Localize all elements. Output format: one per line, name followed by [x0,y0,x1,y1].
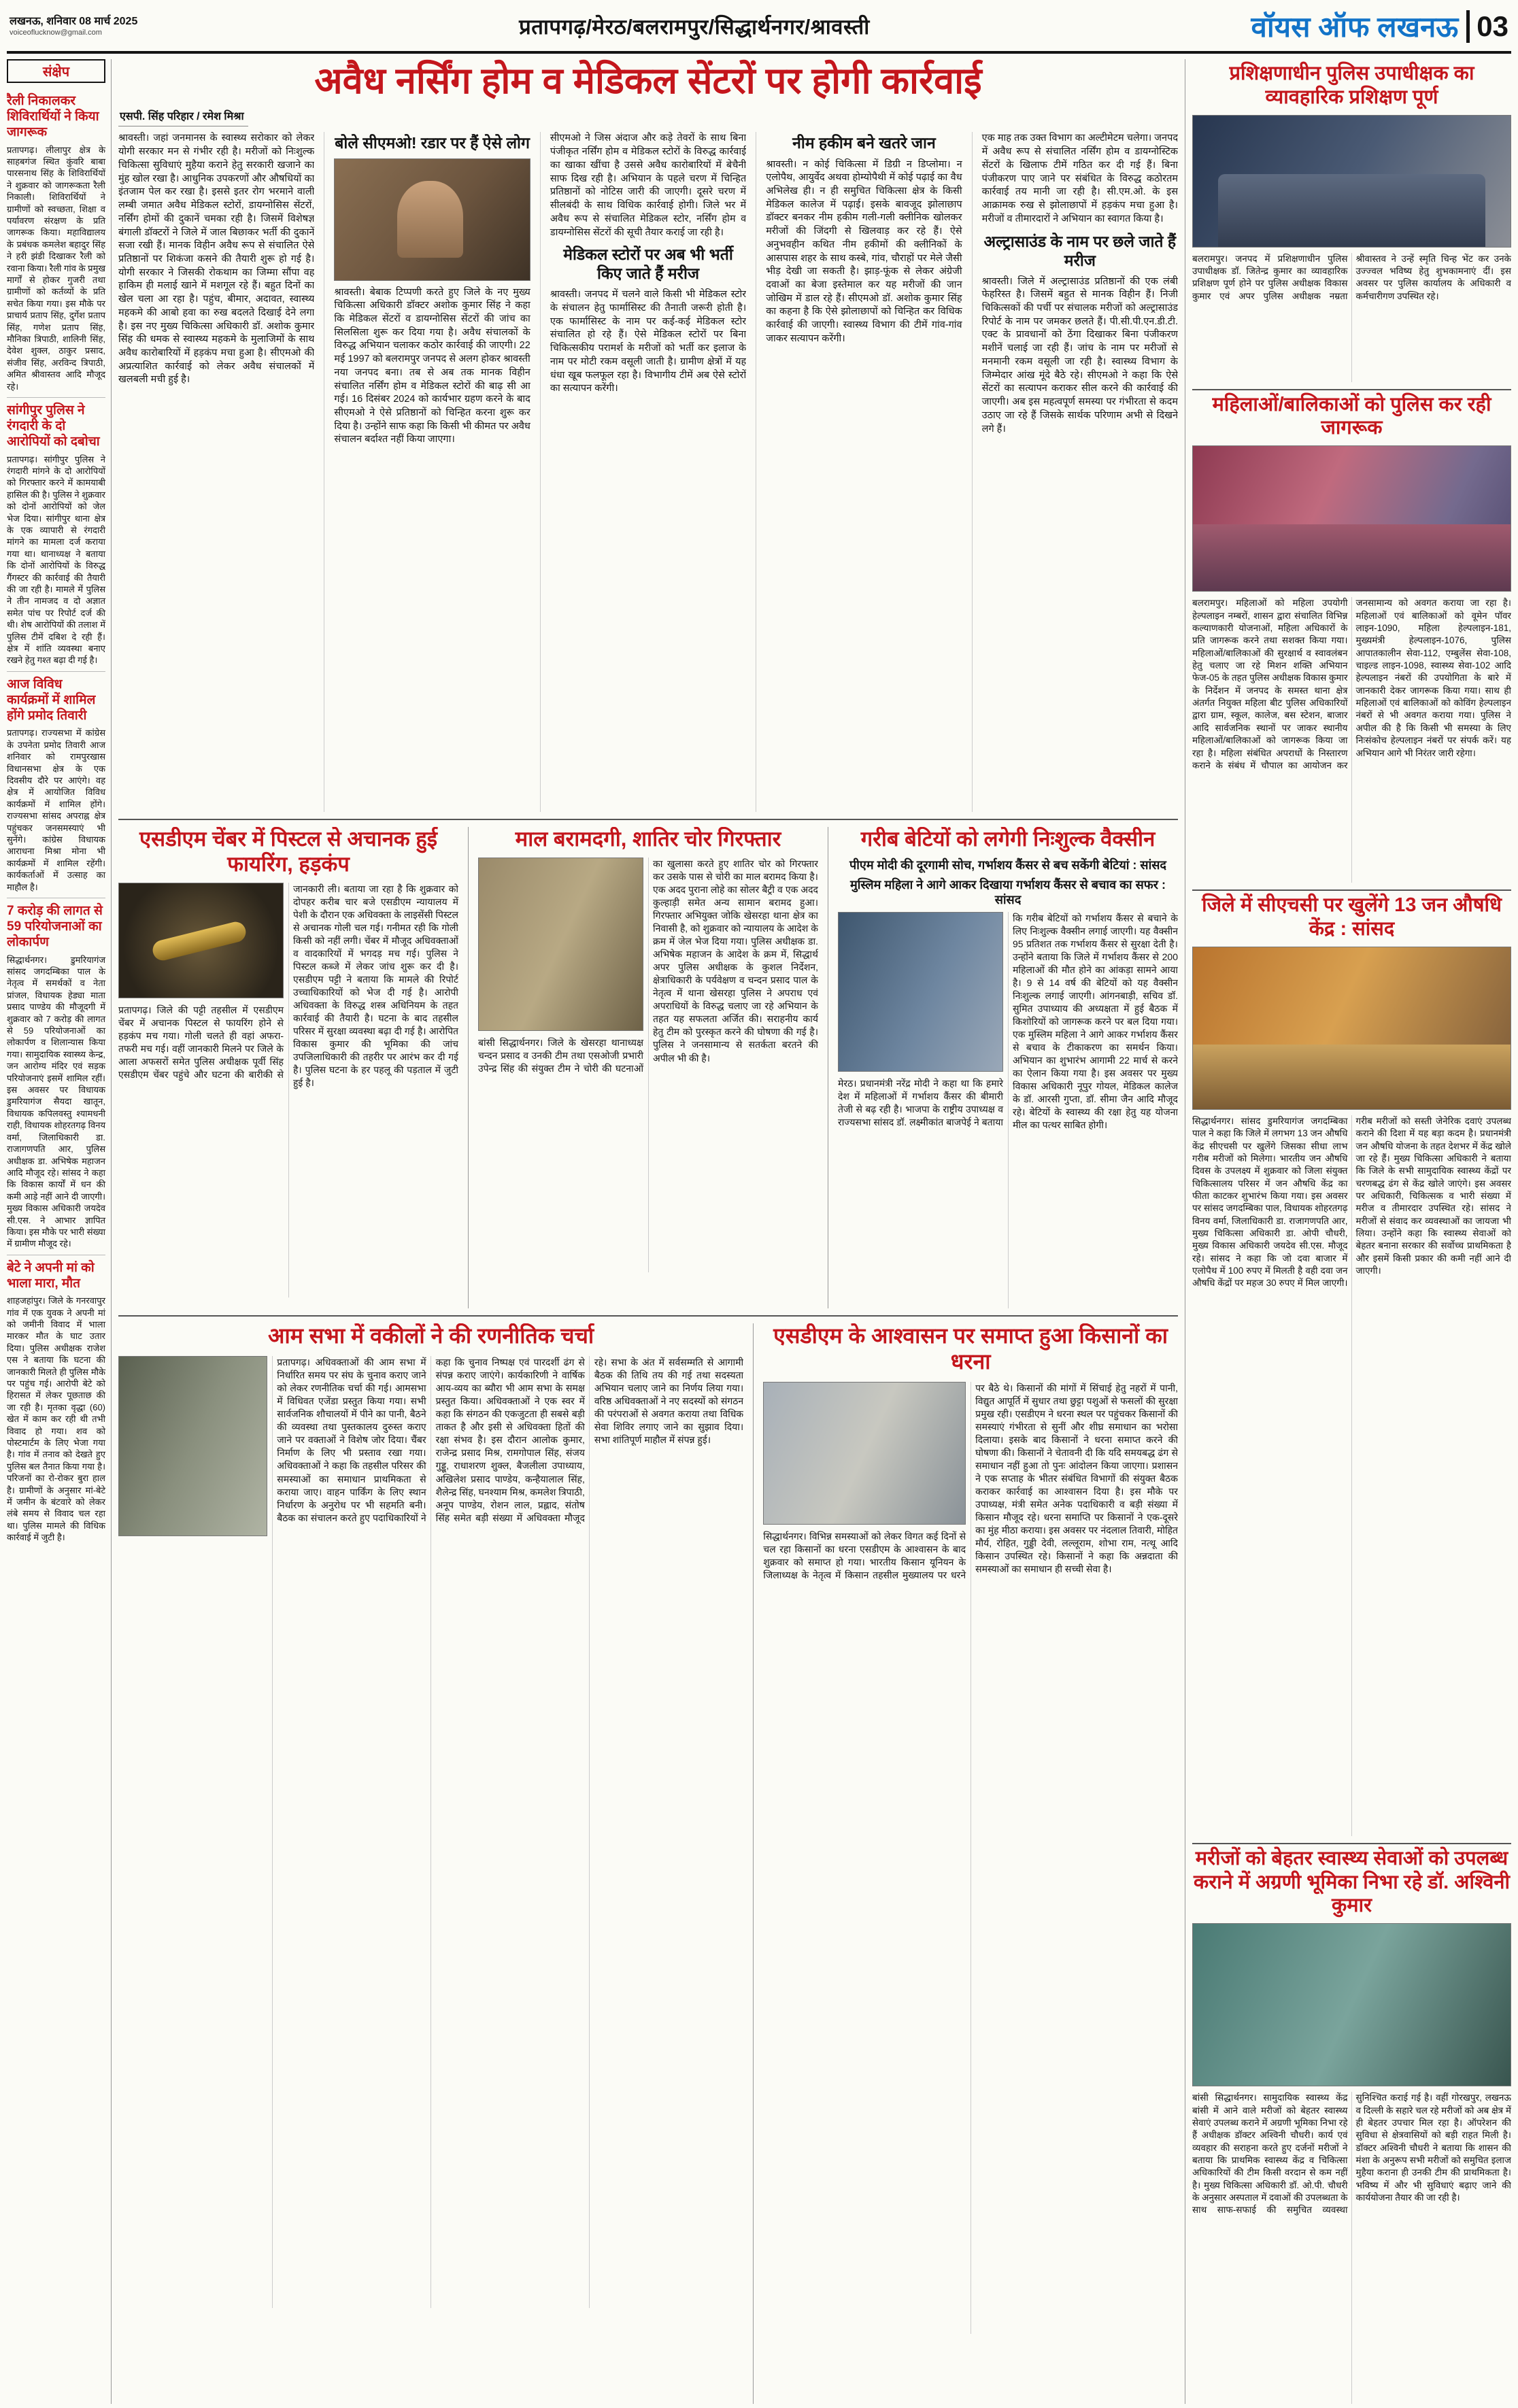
dateline: लखनऊ, शनिवार 08 मार्च 2025 [10,16,138,28]
vaccine-meeting-photo [838,912,1003,1072]
women-group-photo [1192,445,1511,592]
main-column [118,59,1178,2404]
lead-columns [118,132,1178,812]
sdm-firing-columns [118,883,458,1298]
quacks-body-text-2: एक माह तक उक्त विभाग का अल्टीमेटम चलेगा। जनपद में अवैध रूप से संचालित नर्सिंग होम व डायग्नोस्टिक सेंटरों के खिलाफ टीमें गठित कर दी गई हैं। बिना पंजीकरण पाए जाने पर संबंधित के विरुद्ध कठोरतम कार्रवाई तय मानी जा रही है। सी.एम.ओ. के इस आक्रामक रुख से झोलाछापों में हड़कंप मचा हुआ है। मरीजों व तीमारदारों ने अभियान का स्वागत किया है। [981,133,1178,224]
masthead-dateline-block [10,15,137,37]
dharna-body-text: सिद्धार्थनगर। विभिन्न समस्याओं को लेकर विगत कई दिनों से चल रहा किसानों का धरना एसडीएम के आश्वासन के बाद शुक्रवार को समाप्त हो गया। भारतीय किसान यूनियन के जिलाध्यक्ष के नेतृत्व में किसान तहसील मुख्यालय पर धरने पर बैठे थे। किसानों की मांगों में सिंचाई हेतु नहरों में पानी, विद्युत आपूर्ति में सुधार तथा छुट्टा पशुओं से फसलों की सुरक्षा प्रमुख रही। एसडीएम ने धरना स्थल पर पहुंचकर किसानों की समस्याएं गंभीरता से सुनीं और शीघ्र समाधान का भरोसा दिलाया। इसके बाद किसानों ने धरना समाप्त करने की घोषणा की। किसानों ने चेतावनी दी कि यदि समयबद्ध ढंग से समाधान नहीं हुआ तो पुनः आंदोलन किया जाएगा। प्रशासन ने एक सप्ताह के भीतर संबंधित विभागों की संयुक्त बैठक कराकर कार्रवाई का आश्वासन दिया है। इस मौके पर उपाध्यक्ष, मंत्री समेत अनेक पदाधिकारी व बड़ी संख्या में किसान मौजूद रहे। धरना समाप्ति पर किसानों ने एक-दूसरे का मुंह मीठा कराया। इस अवसर पर नंदलाल तिवारी, मोहित मौर्य, रोहित, गुड्डी देवी, लल्लूराम, शोभा राम, नत्थू आदि किसान उपस्थित रहे। किसानों ने कहा कि अन्नदाता की समस्याओं का समाधान ही सच्ची सेवा है। [763,1382,1178,1581]
masthead [7,4,1511,54]
lead-column-2 [324,132,530,812]
police-officers-photo [1192,115,1511,248]
lead-byline: एसपी. सिंह परिहार / रमेश मिश्रा [118,108,248,126]
ultrasound-subheadline: अल्ट्रासाउंड के नाम पर छले जाते हैं मरीज [983,232,1177,269]
police-training-body-columns [1192,253,1511,382]
brief-item [7,398,105,672]
vaccine-columns [838,912,1178,1309]
vaccine-subheadline-1: पीएम मोदी की दूरगामी सोच, गर्भाशय कैंसर से बच सकेंगी बेटियां : सांसद [849,858,1166,872]
lawyers-body-text: प्रतापगढ़। अधिवक्ताओं की आम सभा में निर्धारित समय पर संघ के चुनाव कराए जाने को लेकर रणनीतिक चर्चा की गई। आमसभा में विधिवत एजेंडा प्रस्तुत किया गया। सभी सार्वजनिक शौचालयों में पीने का पानी, बैठने की व्यवस्था तथा पुस्तकालय दुरुस्त कराए जाने पर वक्ताओं ने विशेष जोर दिया। चैंबर निर्माण के लिए भी प्रस्ताव रखा गया। अधिवक्ताओं ने कहा कि तहसील परिसर की समस्याओं का समाधान प्राथमिकता से कराया जाए। वाहन पार्किंग के लिए स्थान निर्धारण के अनुरोध पर भी सहमति बनी। बैठक का संचालन करते हुए पदाधिकारियों ने कहा कि चुनाव निष्पक्ष एवं पारदर्शी ढंग से संपन्न कराए जाएंगे। कार्यकारिणी ने वार्षिक आय-व्यय का ब्यौरा भी आम सभा के समक्ष प्रस्तुत किया। अधिवक्ताओं ने एक स्वर में कहा कि संगठन की एकजुटता ही सबसे बड़ी ताकत है और इसी से अधिवक्ता हितों की रक्षा संभव है। इस दौरान आलोक कुमार, राजेन्द्र प्रसाद मिश्र, रामगोपाल सिंह, संजय गुड्डू, राधाशरण शुक्ल, बैजलीला उपाध्याय, अखिलेश प्रसाद पाण्डेय, कन्हैयालाल सिंह, शैलेन्द्र सिंह, घनश्याम मिश्र, कमलेश त्रिपाठी, अनूप पाण्डेय, रोशन लाल, प्रह्लाद, संतोष सिंह समेत बड़ी संख्या में अधिवक्ता मौजूद रहे। सभा के अंत में सर्वसम्मति से आगामी बैठक की तिथि तय की गई तथा सदस्यता अभियान चलाए जाने का निर्णय लिया गया। वरिष्ठ अधिवक्ताओं ने नए सदस्यों को संगठन की परंपराओं से अवगत कराया तथा विधिक सेवा शिविर लगाए जाने का सुझाव दिया। सभा शांतिपूर्ण माहौल में संपन्न हुई। [277,1357,744,1523]
brief-body: प्रतापगढ़। सांगीपुर पुलिस ने रंगदारी मांगने के दो आरोपियों को गिरफ्तार करने में कामयाबी हासिल की है। पुलिस ने शुक्रवार को दोनों आरोपियों को जेल भेज दिया। सांगीपुर थाना क्षेत्र के एक व्यापारी से रंगदारी मांगने का मामला दर्ज कराया गया था। थानाध्यक्ष ने बताया कि दोनों आरोपियों के विरुद्ध गैंगस्टर की कार्रवाई की तैयारी की जा रही है। मामले में पुलिस ने तीन नामजद व दो अज्ञात समेत पांच पर रिपोर्ट दर्ज की थी। शेष आरोपियों की तलाश में पुलिस टीमें दबिश दे रही हैं। क्षेत्र में शांति व्यवस्था बनाए रखने हेतु गश्त बढ़ा दी गई है। [7,454,105,666]
brief-headline: रैली निकालकर शिविरार्थियों ने किया जागरूक [7,94,99,140]
bullet-casing-photo [118,883,284,998]
vaccine-headline: गरीब बेटियों को लगेगी निःशुल्क वैक्सीन [860,827,1156,851]
quacks-body-text: श्रावस्ती। न कोई चिकित्सा में डिग्री न डिप्लोमा। न एलोपैथ, आयुर्वेद अथवा होम्योपैथी में कोई पढ़ाई का वैध अभिलेख ही। न ही समुचित चिकित्सा क्षेत्र के किसी मेडिकल कालेज में पढ़ाई। इसके बावजूद झोलाछाप डॉक्टर बनकर नीम हकीम गली-गली क्लीनिक खोलकर मरीजों की जिंदगी से खिलवाड़ कर रहे हैं। ऐसे अनुभवहीन कथित नीम हकीमों की क्लीनिकों के आसपास शहर के साथ कस्बे, गांव, चौराहों पर मेले जैसी भीड़ देखी जा सकती है। झाड़-फूंक से लेकर अंग्रेजी दवाओं का बेजा इस्तेमाल कर यह मरीजों की जान जोखिम में डाल रहे हैं। सीएमओ डॉ. अशोक कुमार सिंह का कहना है कि ऐसे झोलाछापों को चिन्हित कर विधिक कार्रवाई की जाएगी। स्वास्थ्य विभाग की टीमें गांव-गांव जाकर सत्यापन करेंगी। [766,158,962,344]
lawyers-headline: आम सभा में वकीलों ने की रणनीतिक चर्चा [268,1323,594,1349]
page-number: 03 [1466,10,1508,43]
paper-title: वॉयस ऑफ लखनऊ [1251,11,1459,43]
brief-headline: सांगीपुर पुलिस ने रंगदारी के दो आरोपियों को दबोचा [7,403,100,450]
lead-column-4 [756,132,962,812]
quacks-subheadline: नीम हकीम बने खतरे जान [792,134,936,152]
recovery-article [468,827,818,1308]
briefs-section-title: संक्षेप [7,59,105,83]
brief-headline: 7 करोड़ की लागत से 59 परियोजनाओं का लोकार्पण [7,904,103,950]
brief-item [7,88,105,398]
brief-body: प्रतापगढ़। लीलापुर क्षेत्र के साहबगंज स्थित कुंवरि बाबा पारसनाथ सिंह के शिविरार्थियों ने शुक्रवार को जागरूकता रैली निकाली। शिविरार्थियों ने ग्रामीणों को स्वच्छता, शिक्षा व पर्यावरण संरक्षण के प्रति जागरूक किया। महाविद्यालय के प्रबंधक कमलेश बहादुर सिंह ने हरी झंडी दिखाकर रैली को रवाना किया। रैली गांव के प्रमुख मार्गों से होकर गुजरी तथा ग्रामीणों को कर्तव्यों के प्रति सचेत किया गया। इस मौके पर प्राचार्य प्रताप सिंह, दुर्गेश प्रताप सिंह, गणेश प्रताप सिंह, मौनिका त्रिपाठी, शालिनी सिंह, देवेश शुक्ल, ठाकुर प्रसाद, संजीव सिंह, अरविन्द त्रिपाठी, अमित श्रीवास्तव आदि मौजूद रहे। [7,144,105,392]
jan-aushadhi-headline: जिले में सीएचसी पर खुलेंगे 13 जन औषधि केंद्र : सांसद [1202,894,1502,940]
brief-headline: बेटे ने अपनी मां को भाला मारा, मौत [7,1260,95,1291]
briefs-column [7,59,112,2404]
lawyers-columns [118,1356,743,2308]
brief-item [7,1255,105,1548]
doctor-body-columns [1192,2092,1511,2404]
doctor-article [1192,1844,1511,2404]
women-awareness-headline: महिलाओं/बालिकाओं को पुलिस कर रही जागरूक [1212,393,1491,439]
police-with-recovered-goods-photo [478,858,643,1031]
lead-article [118,59,1178,820]
jan-aushadhi-body-text: सिद्धार्थनगर। सांसद डुमरियागंज जगदम्बिका पाल ने कहा कि जिले में लगभग 13 जन औषधि केंद्र सीएचसी पर खुलेंगे जिसका सीधा लाभ गरीब मरीजों को मिलेगा। भारतीय जन औषधि दिवस के उपलक्ष्य में शुक्रवार को जिला संयुक्त चिकित्सालय परिसर में जन औषधि केंद्र का फीता काटकर शुभारंभ किया गया। इस अवसर पर सांसद जगदम्बिका पाल, विधायक शोहरतगढ़ विनय वर्मा, जिलाधिकारी डा. राजागणपति आर, मुख्य चिकित्सा अधिकारी डा. ओपी चौधरी, मुख्य विकास अधिकारी जयदेव सी.एस. मौजूद रहे। सांसद ने कहा कि जो दवा बाजार में एलोपैथ में 100 रुपए में मिलती है वही दवा जन औषधि केंद्रों पर महज 30 रुपए में मिल जाएगी। गरीब मरीजों को सस्ती जेनेरिक दवाएं उपलब्ध कराने की दिशा में यह बड़ा कदम है। प्रधानमंत्री जन औषधि योजना के तहत देशभर में केंद्र खोले जा रहे हैं। मुख्य चिकित्सा अधिकारी ने बताया कि जिले के सभी सामुदायिक स्वास्थ्य केंद्रों पर चरणबद्ध ढंग से केंद्र खोले जाएंगे। इस अवसर पर अधिकारी, चिकित्सक व भारी संख्या में मरीज व तीमारदार उपस्थित रहे। सांसद ने मरीजों से संवाद कर व्यवस्थाओं का जायजा भी लिया। उन्होंने कहा कि स्वास्थ्य सेवाओं को बेहतर बनाना सरकार की सर्वोच्च प्राथमिकता है और इसमें किसी प्रकार की कमी नहीं आने दी जाएगी। [1192,1115,1511,1289]
police-training-body-text: बलरामपुर। जनपद में प्रशिक्षणाधीन पुलिस उपाधीक्षक डॉ. जितेन्द्र कुमार का व्यावहारिक प्रशिक्षण पूर्ण होने पर पुलिस अधीक्षक विकास कुमार एवं अपर पुलिस अधीक्षक नम्रता श्रीवास्तव ने उन्हें स्मृति चिन्ह भेंट कर उनके उज्ज्वल भविष्य हेतु शुभकामनाएं दीं। इस अवसर पर पुलिस कार्यालय के अधिकारी व कर्मचारीगण उपस्थित रहे। [1192,253,1511,301]
ribbon-cutting-photo [1192,947,1511,1110]
brief-item [7,672,105,898]
sdm-firing-article [118,827,458,1308]
women-awareness-body-text: बलरामपुर। महिलाओं को महिला उपयोगी हेल्पलाइन नम्बरों, शासन द्वारा संचालित विभिन्न कल्याणकारी योजनाओं, महिला अधिकारों के प्रति जागरूक करने तथा सशक्त किया गया। महिलाओं/बालिकाओं की सुरक्षार्थ व स्वावलंबन हेतु चलाए जा रहे मिशन शक्ति अभियान फेज-05 के तहत पुलिस अधीक्षक विकास कुमार के निर्देशन में जनपद के समस्त थाना क्षेत्र अंतर्गत नियुक्त महिला बीट पुलिस अधिकारियों द्वारा ग्राम, स्कूल, कालेज, बस स्टेशन, बाजार आदि सार्वजनिक स्थानों पर जाकर स्थानीय महिलाओं/बालिकाओं को जागरूक किया जा रहा है। महिला संबंधित अपराधों के निस्तारण कराने के संबंध में चौपाल का आयोजन कर जनसामान्य को अवगत कराया जा रहा है। महिलाओं एवं बालिकाओं को वूमेन पॉवर लाइन-1090, महिला हेल्पलाइन-181, मुख्यमंत्री हेल्पलाइन-1076, पुलिस आपातकालीन सेवा-112, एम्बुलेंस सेवा-108, चाइल्ड लाइन-1098, स्वास्थ्य सेवा-102 आदि हेल्पलाइन नंबरों की उपयोगिता के बारे में जानकारी देकर जागरूक किया गया। साथ ही महिलाओं एवं बालिकाओं को कोविंग हेल्पलाइन नंबरों से भी अवगत कराया गया। पुलिस ने अपील की है कि किसी भी समस्या के लिए निःसंकोच हेल्पलाइन नंबरों पर संपर्क करें। यह अभियान आगे भी निरंतर जारी रहेगा। [1192,598,1511,770]
recovery-headline: माल बरामदगी, शातिर चोर गिरफ्तार [515,827,781,851]
sdm-firing-body-text: प्रतापगढ़। जिले की पट्टी तहसील में एसडीएम चेंबर में अचानक पिस्टल से फायरिंग होने से हड़कंप मच गया। गोली चलते ही वहां अफरा-तफरी मच गई। वहीं जानकारी मिलने पर जिले के आला अफसरों समेत पुलिस अधीक्षक पूर्वी सिंह एसडीएम चेंबर पहुंचे और घटना की बारीकी से जानकारी ली। बताया जा रहा है कि शुक्रवार को दोपहर करीब चार बजे एसडीएम न्यायालय में पेशी के दौरान एक अधिवक्ता के लाइसेंसी पिस्टल से अचानक गोली चल गई। गनीमत रही कि गोली किसी को नहीं लगी। चेंबर में मौजूद अधिवक्ताओं व वादकारियों में भगदड़ मच गई। पुलिस ने पिस्टल कब्जे में लेकर जांच शुरू कर दी है। एसडीएम पट्टी ने बताया कि मामले की रिपोर्ट उच्चाधिकारियों को भेज दी गई है। आरोपी अधिवक्ता के विरुद्ध शस्त्र अधिनियम के तहत कार्रवाई की तैयारी है। घटना के बाद तहसील परिसर में सुरक्षा व्यवस्था बढ़ा दी गई है। आरोपित विकास कुमार की भूमिका की जांच उपजिलाधिकारी की तहरीर पर आरंभ कर दी गई है। पुलिस घटना के हर पहलू की पड़ताल में जुटी हुई है। [118,883,458,1089]
farmers-protest-photo [763,1382,966,1525]
police-training-article [1192,59,1511,390]
dharna-article [753,1323,1178,2404]
jan-aushadhi-article [1192,891,1511,1844]
recovery-body-text: बांसी सिद्धार्थनगर। जिले के खेसरहा थानाध्यक्ष चन्दन प्रसाद व उनकी टीम तथा एसओजी प्रभारी उपेन्द्र सिंह की संयुक्त टीम ने चोरी की घटनाओं का खुलासा करते हुए शातिर चोर को गिरफ्तार कर उसके पास से चोरी का माल बरामद किया है। एक अदद पुराना लोहे का सोलर बैट्री व एक अदद कुल्हाड़ी समेत अन्य सामान बरामद हुआ। गिरफ्तार अभियुक्त जोकि खेसरहा थाना क्षेत्र का निवासी है, को शुक्रवार को न्यायालय के आदेश के क्रम में जेल भेज दिया गया। पुलिस अधीक्षक डा. अभिषेक महाजन के आदेश के क्रम में, सिद्धार्थ अपर पुलिस अधीक्षक के कुशल निर्देशन, क्षेत्राधिकारी के पर्यवेक्षण व चन्दन प्रसाद पाल के नेतृत्व में थाना खेसरहा पुलिस ने अपराध एवं अपराधियों के विरुद्ध चलाए जा रहे अभियान के तहत यह सफलता अर्जित की। सराहनीय कार्य हेतु टीम को पुरस्कृत करने की घोषणा की गई है। पुलिस ने जनसामान्य से सतर्कता बरतने की अपील भी की है। [478,858,818,1074]
lead-column-5 [972,132,1178,812]
recovery-columns [478,858,818,1272]
jan-aushadhi-body-columns [1192,1115,1511,1836]
edition-list: प्रतापगढ़/मेरठ/बलरामपुर/सिद्धार्थनगर/श्रावस्ती [519,14,870,39]
dharna-columns [763,1382,1178,2334]
brief-body: सिद्धार्थनगर। डुमरियागंज सांसद जगदम्बिका पाल के नेतृत्व में समर्थकों व नेता प्रांजल, विधायक हेड्या माता प्रसाद पाण्डेय की मौजूदगी में शुक्रवार को 7 करोड़ की लागत से 59 परियोजनाओं का लोकार्पण व शिलान्यास किया गया। सामुदायिक स्वास्थ्य केन्द्र, जन आरोग्य मंदिर एवं सड़क परियोजनाएं इसमें शामिल रहीं। इस अवसर पर विधायक डुमरियागंज सैयदा खातून, विधायक कपिलवस्तु श्यामधनी राही, विधायक शोहरतगढ़ विनय वर्मा, जिलाधिकारी डा. राजागणपति आर, पुलिस अधीक्षक डा. अभिषेक महाजन आदि मौजूद रहे। सांसद ने कहा कि विकास कार्यों में धन की कमी आड़े नहीं आने दी जाएगी। मुख्य विकास अधिकारी जयदेव सी.एस. ने आभार ज्ञापित किया। इस मौके पर भारी संख्या में ग्रामीण मौजूद रहे। [7,954,105,1249]
cmo-subheadline: बोले सीएमओ! रडार पर हैं ऐसे लोग [335,134,530,152]
brief-item [7,898,105,1255]
ultrasound-body-text: श्रावस्ती। जिले में अल्ट्रासाउंड प्रतिष्ठानों की एक लंबी फेहरिस्त है। जिसमें बहुत से मानक विहीन हैं। निजी चिकित्सकों की पर्ची पर संचालक मरीजों को अल्ट्रासाउंड रिपोर्ट के नाम पर जमकर छलते हैं। पी.सी.पी.एन.डी.टी. एक्ट के प्रावधानों को ठेंगा दिखाकर बिना पंजीकरण मशीनें चलाई जा रही हैं। जांच के नाम पर मरीजों से मनमानी रकम वसूली जा रही है। स्वास्थ्य विभाग के जिम्मेदार आंख मूंदे बैठे रहे। सीएमओ ने कहा कि ऐसे सेंटरों का सत्यापन कराकर सील करने की कार्रवाई की जाएगी। अब इस महत्वपूर्ण समस्या पर गंभीरता से कदम उठाए जा रहे हैं जिसके सार्थक परिणाम अभी से दिखने लगे हैं। [981,275,1178,435]
doctor-body-text: बांसी सिद्धार्थनगर। सामुदायिक स्वास्थ्य केंद्र बांसी में आने वाले मरीजों को बेहतर स्वास्थ्य सेवाएं उपलब्ध कराने में अग्रणी भूमिका निभा रहे हैं अधीक्षक डॉक्टर अश्विनी चौधरी। कार्य एवं व्यवहार की सराहना करते हुए दर्जनों मरीजों ने बताया कि प्राथमिक स्वास्थ्य केंद्र व चिकित्सा अधिकारियों की टीम किसी वरदान से कम नहीं है। मुख्य चिकित्सा अधिकारी डॉ. ओ.पी. चौधरी के अनुसार अस्पताल में दवाओं की उपलब्धता के साथ साफ-सफाई की समुचित व्यवस्था सुनिश्चित कराई गई है। वहीं गोरखपुर, लखनऊ व दिल्ली के सहारे चल रहे मरीजों को अब क्षेत्र में ही बेहतर उपचार मिल रहा है। ऑपरेशन की सुविधा से क्षेत्रवासियों को बड़ी राहत मिली है। डॉक्टर अश्विनी चौधरी ने बताया कि शासन की मंशा के अनुरूप सभी मरीजों को समुचित इलाज मुहैया कराना ही उनकी टीम की प्राथमिकता है। भविष्य में और भी सुविधाएं बढ़ाए जाने की कार्ययोजना तैयार की जा रही है। [1192,2092,1511,2216]
masthead-brand-block [1251,7,1508,46]
sdm-firing-headline: एसडीएम चेंबर में पिस्टल से अचानक हुई फायरिंग, हड़कंप [139,827,438,877]
police-training-headline: प्रशिक्षणाधीन पुलिस उपाधीक्षक का व्यावहारिक प्रशिक्षण पूर्ण [1229,63,1474,108]
middle-band [118,820,1178,1317]
lead-column-3 [540,132,746,812]
cmo-body-text: श्रावस्ती। बेबाक टिप्पणी करते हुए जिले के नए मुख्य चिकित्सा अधिकारी डॉक्टर अशोक कुमार सिंह ने कहा कि मेडिकल सेंटरों व डायग्नोसिस सेंटरों की जांच का सिलसिला शुरू कर दिया गया है। अवैध संचालकों के विरुद्ध अभियान चलाकर कठोर कार्रवाई की जाएगी। 22 मई 1997 को बलरामपुर जनपद से अलग होकर श्रावस्ती नया जनपद बना। तब से अब तक मानक विहीन संचालित नर्सिंग होम व मेडिकल स्टोरों की बाढ़ सी आ गई। 16 दिसंबर 2024 को कार्यभार ग्रहण करने के बाद सीएमओ ने ऐसे प्रतिष्ठानों को चिन्हित करना शुरू कर दिया है। उन्होंने साफ कहा कि किसी भी कीमत पर अवैध संचालन बर्दाश्त नहीं किया जाएगा। [334,286,530,445]
email-address: voiceoflucknow@gmail.com [10,28,102,37]
bottom-band [118,1317,1178,2404]
lawyers-article [118,1323,743,2404]
vaccine-body-text: मेरठ। प्रधानमंत्री नरेंद्र मोदी ने कहा था कि हमारे देश में महिलाओं में गर्भाशय कैंसर की बीमारी तेजी से बढ़ रही है। भाजपा के राष्ट्रीय उपाध्यक्ष व राज्यसभा सांसद डॉ. लक्ष्मीकांत बाजपेई ने बताया कि गरीब बेटियों को गर्भाशय कैंसर से बचाने के लिए निःशुल्क वैक्सीन लगाई जाएगी। यह वैक्सीन 95 प्रतिशत तक गर्भाशय कैंसर से सुरक्षा देती है। उन्होंने बताया कि जिले में गर्भाशय कैंसर से 200 महिलाओं की मौत होने का आंकड़ा सामने आया है। 9 से 14 वर्ष की बेटियों को यह वैक्सीन निःशुल्क लगाई जाएगी। आंगनबाड़ी, सचिव डॉ. सुमित उपाध्याय की अध्यक्षता में हुई बैठक में किशोरियों को जागरूक करने पर बल दिया गया। एक मुस्लिम महिला ने आगे आकर गर्भाशय कैंसर से बचाव के टीकाकरण का समर्थन किया। अभियान का शुभारंभ आगामी 22 मार्च से करने का ऐलान किया गया है। इस अवसर पर मुख्य विकास अधिकारी नूपुर गोयल, मेडिकल कालेज के डॉ. आरसी गुप्ता, डॉ. सीमा जैन आदि मौजूद रहे। बेटियों के स्वास्थ्य की रक्षा हेतु यह योजना मील का पत्थर साबित होगी। [838,912,1178,1131]
lead-headline: अवैध नर्सिंग होम व मेडिकल सेंटरों पर होगी कार्रवाई [314,61,982,101]
right-column [1185,59,1511,2404]
brief-headline: आज विविध कार्यक्रमों में शामिल होंगे प्रमोद तिवारी [7,677,96,724]
vaccine-article [828,827,1178,1308]
women-awareness-article [1192,390,1511,892]
page-content [7,54,1511,2404]
vaccine-subheadline-2: मुस्लिम महिला ने आगे आकर दिखाया गर्भाशय कैंसर से बचाव का सफर : सांसद [850,877,1166,907]
lawyers-meeting-photo [118,1356,267,1536]
lead-body-text: श्रावस्ती। जहां जनमानस के स्वास्थ्य सरोकार को लेकर योगी सरकार मन से गंभीर रही है। मरीजों को निःशुल्क चिकित्सा सुविधाएं मुहैया कराने हेतु सरकारी खजाने का मुंह खोल रखा है। आधुनिक उपकरणों और औषधियों का इंतजाम पेल कर रखा है। इससे इतर रोग भरमाने वाली लम्बी जमात अवैध मेडिकल स्टोरों, डायग्नोसिस सेंटरों, नर्सिंग होमों की दुकानें चमका रही है। जिसमें विशेषज्ञ बंगाली डॉक्टरों ने जिले में जाल बिछाकर भर्ती की दुकानें सजा रखी हैं। मानक विहीन अवैध रूप से संचालित ऐसे प्रतिष्ठानों पर शिकंजा कसने की तैयारी शुरू हो गई है। योगी सरकार ने जिसकी रोकथाम का जिम्मा सौंपा वह हाकिम ही मलाई खाने में मशगूल रहे हैं। बहुत दिनों का खेल चला आ रहा है। पहुंच, बीमार, अदावत, स्वास्थ्य महकमे की आबो हवा का रुख बदलते दिखाई देने लगा है। इस नए मुख्य चिकित्सा अधिकारी डॉ. अशोक कुमार सिंह की धमक से स्वास्थ्य महकमे के मुलाजिमों के साथ अवैध कारोबारियों में हड़कंप मचा हुआ है। सीएमओ की अप्रत्याशित कार्रवाई को लेकर अवैध संचालकों में खलबली मची हुई है। [118,133,315,386]
cmo-on-phone-photo [334,158,530,281]
lead-body-text: सीएमओ ने जिस अंदाज और कड़े तेवरों के साथ बिना पंजीकृत नर्सिंग होम व मेडिकल स्टोरों के विरुद्ध कार्रवाई का खाका खींचा है उससे अवैध कारोबारियों में बेचैनी साफ दिख रही है। अभियान के पहले चरण में चिन्हित प्रतिष्ठानों को नोटिस जारी की जाएगी। दूसरे चरण में सीलबंदी के साथ विधिक कार्रवाई होगी। जिले भर में अवैध रूप से संचालित मेडिकल स्टोर, नर्सिंग होम व डायग्नोसिस सेंटरों की सूची तैयार कराई जा रही है। [550,133,747,238]
medical-stores-body-text: श्रावस्ती। जनपद में चलने वाले किसी भी मेडिकल स्टोर के संचालन हेतु फार्मासिस्ट की तैनाती जरूरी होती है। एक फार्मासिस्ट के नाम पर कई-कई मेडिकल स्टोर संचालित हो रहे हैं। ऐसे मेडिकल स्टोरों पर बिना चिकित्सकीय परामर्श के मरीजों को भर्ती कर इलाज के नाम पर मोटी रकम वसूली जाती है। ग्रामीण क्षेत्रों में यह धंधा खूब फलफूल रहा है। विभागीय टीमें अब ऐसे स्टोरों का सत्यापन करेंगी। [550,289,747,394]
lead-column-1 [118,132,314,812]
medical-stores-subheadline: मेडिकल स्टोरों पर अब भी भर्ती किए जाते हैं मरीज [563,245,733,283]
brief-body: शाहजहांपुर। जिले के गनरवापुर गांव में एक युवक ने अपनी मां को जमीनी विवाद में भाला मारकर मौत के घाट उतार दिया। पुलिस अधीक्षक राजेश एस ने बताया कि घटना की जानकारी मिलते ही पुलिस मौके पर पहुंच गई। आरोपी बेटे को हिरासत में लेकर पूछताछ की जा रही है। मृतका वृद्धा (60) खेत में काम कर रही थी तभी विवाद हो गया। शव को पोस्टमार्टम के लिए भेजा गया है। गांव में तनाव को देखते हुए पुलिस बल तैनात किया गया है। परिजनों का रो-रोकर बुरा हाल है। ग्रामीणों के अनुसार मां-बेटे में जमीन के बंटवारे को लेकर लंबे समय से विवाद चल रहा था। पुलिस मामले की विधिक कार्रवाई में जुटी है। [7,1295,105,1543]
doctor-headline: मरीजों को बेहतर स्वास्थ्य सेवाओं को उपलब्ध कराने में अग्रणी भूमिका निभा रहे डॉ. अश्विनी कुमार [1193,1847,1511,1917]
women-awareness-body-columns [1192,597,1511,883]
dharna-headline: एसडीएम के आश्वासन पर समाप्त हुआ किसानों का धरना [773,1323,1168,1374]
brief-body: प्रतापगढ़। राज्यसभा में कांग्रेस के उपनेता प्रमोद तिवारी आज शनिवार को रामपुरखास विधानसभा क्षेत्र के एक दिवसीय दौरे पर आएंगे। वह क्षेत्र में आयोजित विविध कार्यक्रमों में शामिल होंगे। राज्यसभा सांसद अपराह्न क्षेत्र पहुंचकर जनसमस्याएं भी सुनेंगे। कांग्रेस विधायक आराधना मिश्रा मोना भी कार्यक्रमों में शामिल रहेंगी। कार्यकर्ताओं में उत्साह का माहौल है। [7,728,105,892]
doctor-clinic-photo [1192,1923,1511,2086]
